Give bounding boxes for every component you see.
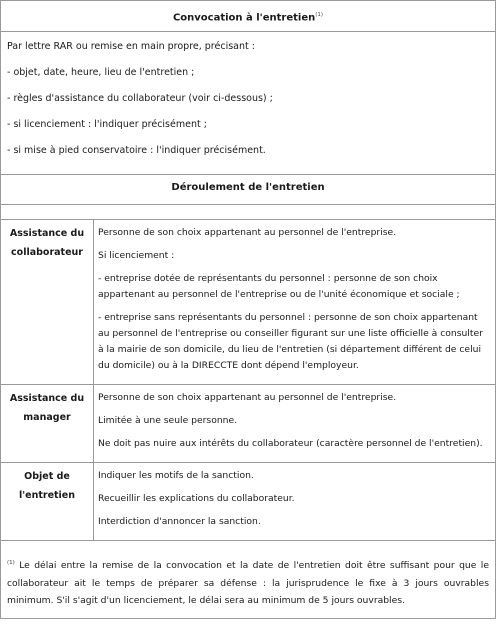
row-content (94, 463, 496, 541)
row-paragraph: Si licenciement : (98, 250, 175, 261)
footnote (1, 541, 495, 618)
footnote-marker: (1) (7, 560, 15, 566)
row-paragraph: Personne de son choix appartenant au personnel de l'entreprise. (98, 227, 397, 238)
table-row (1, 463, 495, 541)
deroulement-table (1, 220, 495, 541)
spacer-row (1, 205, 495, 220)
row-paragraph: Indiquer les motifs de la sanction. (98, 470, 254, 481)
table-row (1, 220, 495, 385)
row-paragraph: Limitée à une seule personne. (98, 415, 238, 426)
convocation-title: Convocation à l'entretien (172, 12, 316, 24)
section-title-deroulement (1, 175, 495, 205)
row-label: Objet de l'entretien (1, 463, 94, 541)
row-content (94, 220, 496, 385)
row-paragraph: Ne doit pas nuire aux intérêts du collaborateur (caractère personnel de l'entretien). (98, 438, 483, 449)
row-content (94, 385, 496, 463)
row-paragraph: - entreprise dotée de représentants du personnel : personne de son choix appartenant au personnel de l'entreprise ou de l'unité économique et sociale ; (98, 273, 460, 300)
footnote-text: Le délai entre la remise de la convocation et la date de l'entretien doit être suffisant pour que le collaborateur ait le temps de préparer sa défense : la jurisprudence le fixe à 3 jours ouvrables minimum. S'il s'agit d'un licenciement, le délai sera au minimum de 5 jours ouvrables. (7, 560, 490, 607)
footnote-ref: (1) (315, 12, 324, 18)
convocation-line: - objet, date, heure, lieu de l'entretien ; (7, 67, 195, 78)
convocation-line: - règles d'assistance du collaborateur (voir ci-dessous) ; (7, 93, 273, 104)
convocation-body (1, 32, 495, 175)
convocation-line: - si licenciement : l'indiquer précisément ; (7, 119, 207, 130)
row-paragraph: Personne de son choix appartenant au personnel de l'entreprise. (98, 392, 397, 403)
row-label: Assistance du collaborateur (1, 220, 94, 385)
convocation-line: Par lettre RAR ou remise en main propre, précisant : (7, 41, 255, 52)
row-paragraph: Recueillir les explications du collaborateur. (98, 493, 295, 504)
deroulement-title: Déroulement de l'entretien (171, 182, 325, 193)
table-row (1, 385, 495, 463)
row-paragraph: Interdiction d'annoncer la sanction. (98, 516, 261, 527)
row-label: Assistance du manager (1, 385, 94, 463)
row-paragraph: - entreprise sans représentants du personnel : personne de son choix appartenant au personnel de l'entreprise ou conseiller figurant sur une liste officielle à consulter à la mairie de son domicile, du lieu de l'entretien (si département différent de celui du domicile) ou à la DIRECCTE dont dépend l'employeur. (98, 312, 483, 371)
convocation-line: - si mise à pied conservatoire : l'indiquer précisément. (7, 145, 266, 156)
section-title-convocation (1, 1, 495, 32)
